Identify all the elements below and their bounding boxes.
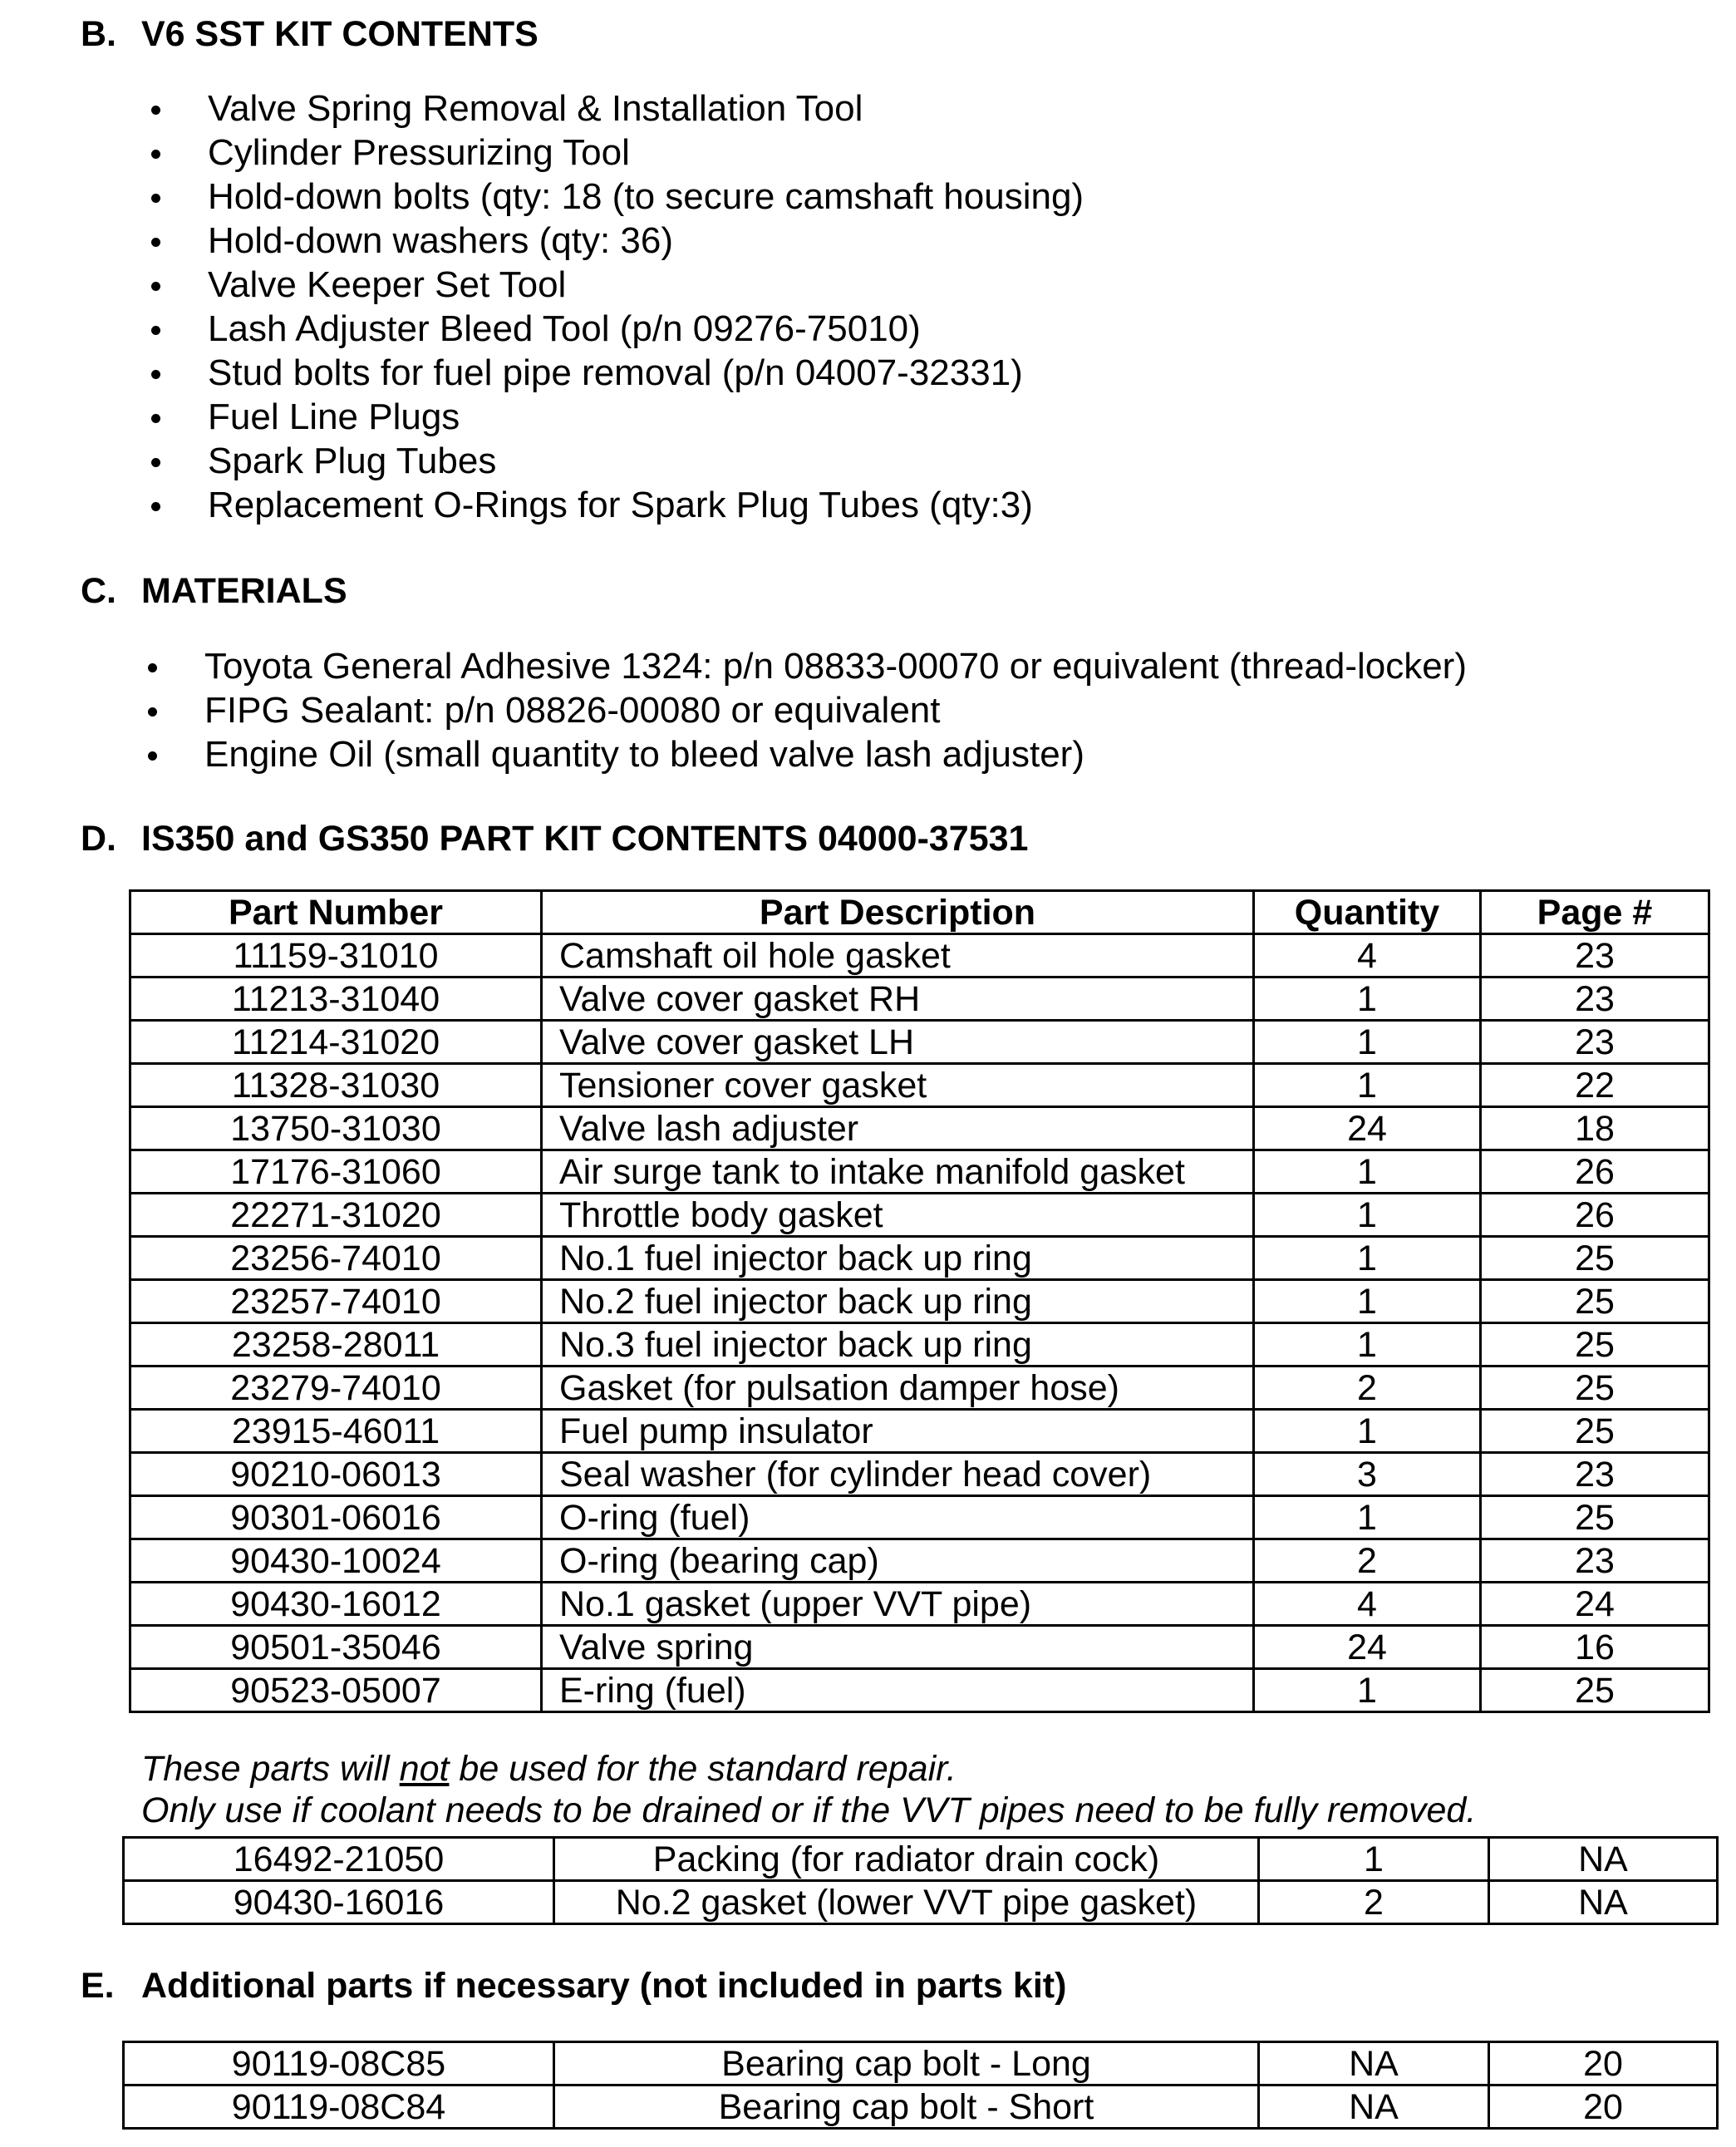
- note-text: be used for the standard repair.: [449, 1749, 957, 1789]
- part-number-cell: 11214-31020: [130, 1021, 542, 1064]
- page-cell: 25: [1481, 1669, 1709, 1712]
- section-title: Additional parts if necessary (not included in parts kit): [141, 1966, 1067, 2006]
- part-number-cell: 23257-74010: [130, 1280, 542, 1323]
- part-number-cell: 17176-31060: [130, 1150, 542, 1194]
- part-description-cell: Valve cover gasket LH: [542, 1021, 1254, 1064]
- part-description-cell: Fuel pump insulator: [542, 1410, 1254, 1453]
- section-title: V6 SST KIT CONTENTS: [141, 14, 539, 54]
- part-number-cell: 90119-08C85: [124, 2042, 554, 2085]
- additional-parts-table: [122, 2041, 1719, 2130]
- page-cell: 25: [1481, 1237, 1709, 1280]
- part-number-cell: 90210-06013: [130, 1453, 542, 1496]
- part-description-cell: O-ring (bearing cap): [542, 1539, 1254, 1583]
- part-number-cell: 90430-10024: [130, 1539, 542, 1583]
- quantity-cell: 2: [1254, 1539, 1481, 1583]
- part-number-cell: 13750-31030: [130, 1107, 542, 1150]
- list-item: Valve Keeper Set Tool: [208, 263, 1084, 307]
- part-description-cell: Valve spring: [542, 1626, 1254, 1669]
- page-cell: 20: [1489, 2042, 1718, 2085]
- part-description-cell: Packing (for radiator drain cock): [554, 1838, 1259, 1881]
- quantity-cell: 1: [1254, 1194, 1481, 1237]
- table-row: [130, 1366, 1709, 1410]
- table-row: [124, 2042, 1718, 2085]
- column-header: Part Number: [130, 891, 542, 934]
- page-cell: 22: [1481, 1064, 1709, 1107]
- quantity-cell: 1: [1254, 977, 1481, 1021]
- page-cell: NA: [1489, 1881, 1718, 1924]
- list-item: Lash Adjuster Bleed Tool (p/n 09276-75010): [208, 307, 1084, 351]
- part-description-cell: No.2 fuel injector back up ring: [542, 1280, 1254, 1323]
- section-e-heading: [81, 1968, 1066, 2004]
- page-cell: 23: [1481, 1021, 1709, 1064]
- part-number-cell: 11159-31010: [130, 934, 542, 977]
- page-cell: 23: [1481, 1453, 1709, 1496]
- list-item: Cylinder Pressurizing Tool: [208, 130, 1084, 175]
- usage-note-line-1: [141, 1748, 957, 1790]
- page-cell: 23: [1481, 1539, 1709, 1583]
- table-row: [130, 1107, 1709, 1150]
- part-description-cell: No.3 fuel injector back up ring: [542, 1323, 1254, 1366]
- part-number-cell: 23279-74010: [130, 1366, 542, 1410]
- list-item: Fuel Line Plugs: [208, 395, 1084, 439]
- page-cell: 23: [1481, 977, 1709, 1021]
- list-item: Engine Oil (small quantity to bleed valve lash adjuster): [204, 732, 1467, 776]
- quantity-cell: 24: [1254, 1626, 1481, 1669]
- table-row: [130, 1583, 1709, 1626]
- table-row: [124, 1881, 1718, 1924]
- section-c-heading: [81, 571, 347, 611]
- table-row: [130, 1237, 1709, 1280]
- table-row: [130, 1323, 1709, 1366]
- part-description-cell: No.1 gasket (upper VVT pipe): [542, 1583, 1254, 1626]
- quantity-cell: 1: [1254, 1237, 1481, 1280]
- page-cell: 25: [1481, 1323, 1709, 1366]
- section-d-heading: [81, 821, 1028, 857]
- quantity-cell: 1: [1259, 1838, 1489, 1881]
- table-row: [130, 1626, 1709, 1669]
- part-description-cell: Valve cover gasket RH: [542, 977, 1254, 1021]
- quantity-cell: 4: [1254, 1583, 1481, 1626]
- list-item: Hold-down washers (qty: 36): [208, 219, 1084, 263]
- part-description-cell: Tensioner cover gasket: [542, 1064, 1254, 1107]
- part-number-cell: 11328-31030: [130, 1064, 542, 1107]
- table-row: [130, 1539, 1709, 1583]
- quantity-cell: 4: [1254, 934, 1481, 977]
- list-item: Toyota General Adhesive 1324: p/n 08833-00070 or equivalent (thread-locker): [204, 646, 1467, 687]
- part-description-cell: Throttle body gasket: [542, 1194, 1254, 1237]
- table-row: [130, 934, 1709, 977]
- table-row: [130, 1150, 1709, 1194]
- list-item: Replacement O-Rings for Spark Plug Tubes (qty:3): [208, 483, 1084, 527]
- quantity-cell: 2: [1259, 1881, 1489, 1924]
- part-number-cell: 90119-08C84: [124, 2085, 554, 2129]
- page-cell: 20: [1489, 2085, 1718, 2129]
- quantity-cell: 2: [1254, 1366, 1481, 1410]
- quantity-cell: 3: [1254, 1453, 1481, 1496]
- part-description-cell: Air surge tank to intake manifold gasket: [542, 1150, 1254, 1194]
- table-row: [124, 2085, 1718, 2129]
- page-cell: 25: [1481, 1280, 1709, 1323]
- quantity-cell: NA: [1259, 2085, 1489, 2129]
- quantity-cell: 1: [1254, 1280, 1481, 1323]
- column-header: Page #: [1481, 891, 1709, 934]
- page-cell: 25: [1481, 1496, 1709, 1539]
- page-cell: 18: [1481, 1107, 1709, 1150]
- sst-kit-list: [208, 86, 1084, 527]
- part-number-cell: 90301-06016: [130, 1496, 542, 1539]
- part-number-cell: 23915-46011: [130, 1410, 542, 1453]
- part-description-cell: Bearing cap bolt - Short: [554, 2085, 1259, 2129]
- part-number-cell: 90523-05007: [130, 1669, 542, 1712]
- page-cell: 26: [1481, 1194, 1709, 1237]
- part-number-cell: 90430-16012: [130, 1583, 542, 1626]
- part-description-cell: Valve lash adjuster: [542, 1107, 1254, 1150]
- list-item: FIPG Sealant: p/n 08826-00080 or equivalent: [204, 688, 1467, 732]
- part-number-cell: 23256-74010: [130, 1237, 542, 1280]
- table-row: [130, 1410, 1709, 1453]
- table-row: [124, 1838, 1718, 1881]
- section-title: IS350 and GS350 PART KIT CONTENTS 04000-37531: [141, 819, 1029, 859]
- section-title: MATERIALS: [141, 571, 347, 611]
- note-text: These parts will: [141, 1749, 400, 1789]
- quantity-cell: 1: [1254, 1150, 1481, 1194]
- page-cell: 23: [1481, 934, 1709, 977]
- table-row: [130, 1021, 1709, 1064]
- table-row: [130, 1453, 1709, 1496]
- part-description-cell: Bearing cap bolt - Long: [554, 2042, 1259, 2085]
- part-number-cell: 16492-21050: [124, 1838, 554, 1881]
- column-header: Quantity: [1254, 891, 1481, 934]
- table-row: [130, 1064, 1709, 1107]
- quantity-cell: 1: [1254, 1323, 1481, 1366]
- table-row: [130, 1496, 1709, 1539]
- table-header-row: [130, 891, 1709, 934]
- part-number-cell: 90501-35046: [130, 1626, 542, 1669]
- page-cell: 24: [1481, 1583, 1709, 1626]
- optional-parts-table: [122, 1836, 1719, 1925]
- section-letter: D.: [81, 819, 116, 859]
- part-description-cell: Camshaft oil hole gasket: [542, 934, 1254, 977]
- quantity-cell: 1: [1254, 1496, 1481, 1539]
- part-description-cell: No.2 gasket (lower VVT pipe gasket): [554, 1881, 1259, 1924]
- page-cell: 25: [1481, 1410, 1709, 1453]
- quantity-cell: 1: [1254, 1410, 1481, 1453]
- quantity-cell: 1: [1254, 1669, 1481, 1712]
- materials-list: [204, 644, 1467, 776]
- quantity-cell: 1: [1254, 1021, 1481, 1064]
- part-description-cell: Seal washer (for cylinder head cover): [542, 1453, 1254, 1496]
- table-row: [130, 1280, 1709, 1323]
- quantity-cell: NA: [1259, 2042, 1489, 2085]
- list-item: Hold-down bolts (qty: 18 (to secure camshaft housing): [208, 176, 1084, 217]
- part-number-cell: 22271-31020: [130, 1194, 542, 1237]
- part-kit-table: [129, 889, 1710, 1713]
- quantity-cell: 1: [1254, 1064, 1481, 1107]
- table-row: [130, 1669, 1709, 1712]
- page-cell: NA: [1489, 1838, 1718, 1881]
- page-cell: 16: [1481, 1626, 1709, 1669]
- part-number-cell: 11213-31040: [130, 977, 542, 1021]
- usage-note-line-2: Only use if coolant needs to be drained or if the VVT pipes need to be fully removed.: [141, 1790, 1477, 1830]
- table-row: [130, 1194, 1709, 1237]
- section-b-heading: [81, 14, 539, 54]
- page-cell: 25: [1481, 1366, 1709, 1410]
- list-item: Valve Spring Removal & Installation Tool: [208, 86, 1084, 130]
- column-header: Part Description: [542, 891, 1254, 934]
- section-letter: E.: [81, 1966, 115, 2006]
- part-description-cell: Gasket (for pulsation damper hose): [542, 1366, 1254, 1410]
- note-emphasis: not: [399, 1749, 450, 1789]
- part-number-cell: 90430-16016: [124, 1881, 554, 1924]
- part-description-cell: E-ring (fuel): [542, 1669, 1254, 1712]
- part-description-cell: No.1 fuel injector back up ring: [542, 1237, 1254, 1280]
- page-cell: 26: [1481, 1150, 1709, 1194]
- section-letter: C.: [81, 571, 116, 611]
- quantity-cell: 24: [1254, 1107, 1481, 1150]
- section-letter: B.: [81, 14, 116, 54]
- part-description-cell: O-ring (fuel): [542, 1496, 1254, 1539]
- list-item: Spark Plug Tubes: [208, 439, 1084, 483]
- part-number-cell: 23258-28011: [130, 1323, 542, 1366]
- list-item: Stud bolts for fuel pipe removal (p/n 04007-32331): [208, 351, 1084, 395]
- table-row: [130, 977, 1709, 1021]
